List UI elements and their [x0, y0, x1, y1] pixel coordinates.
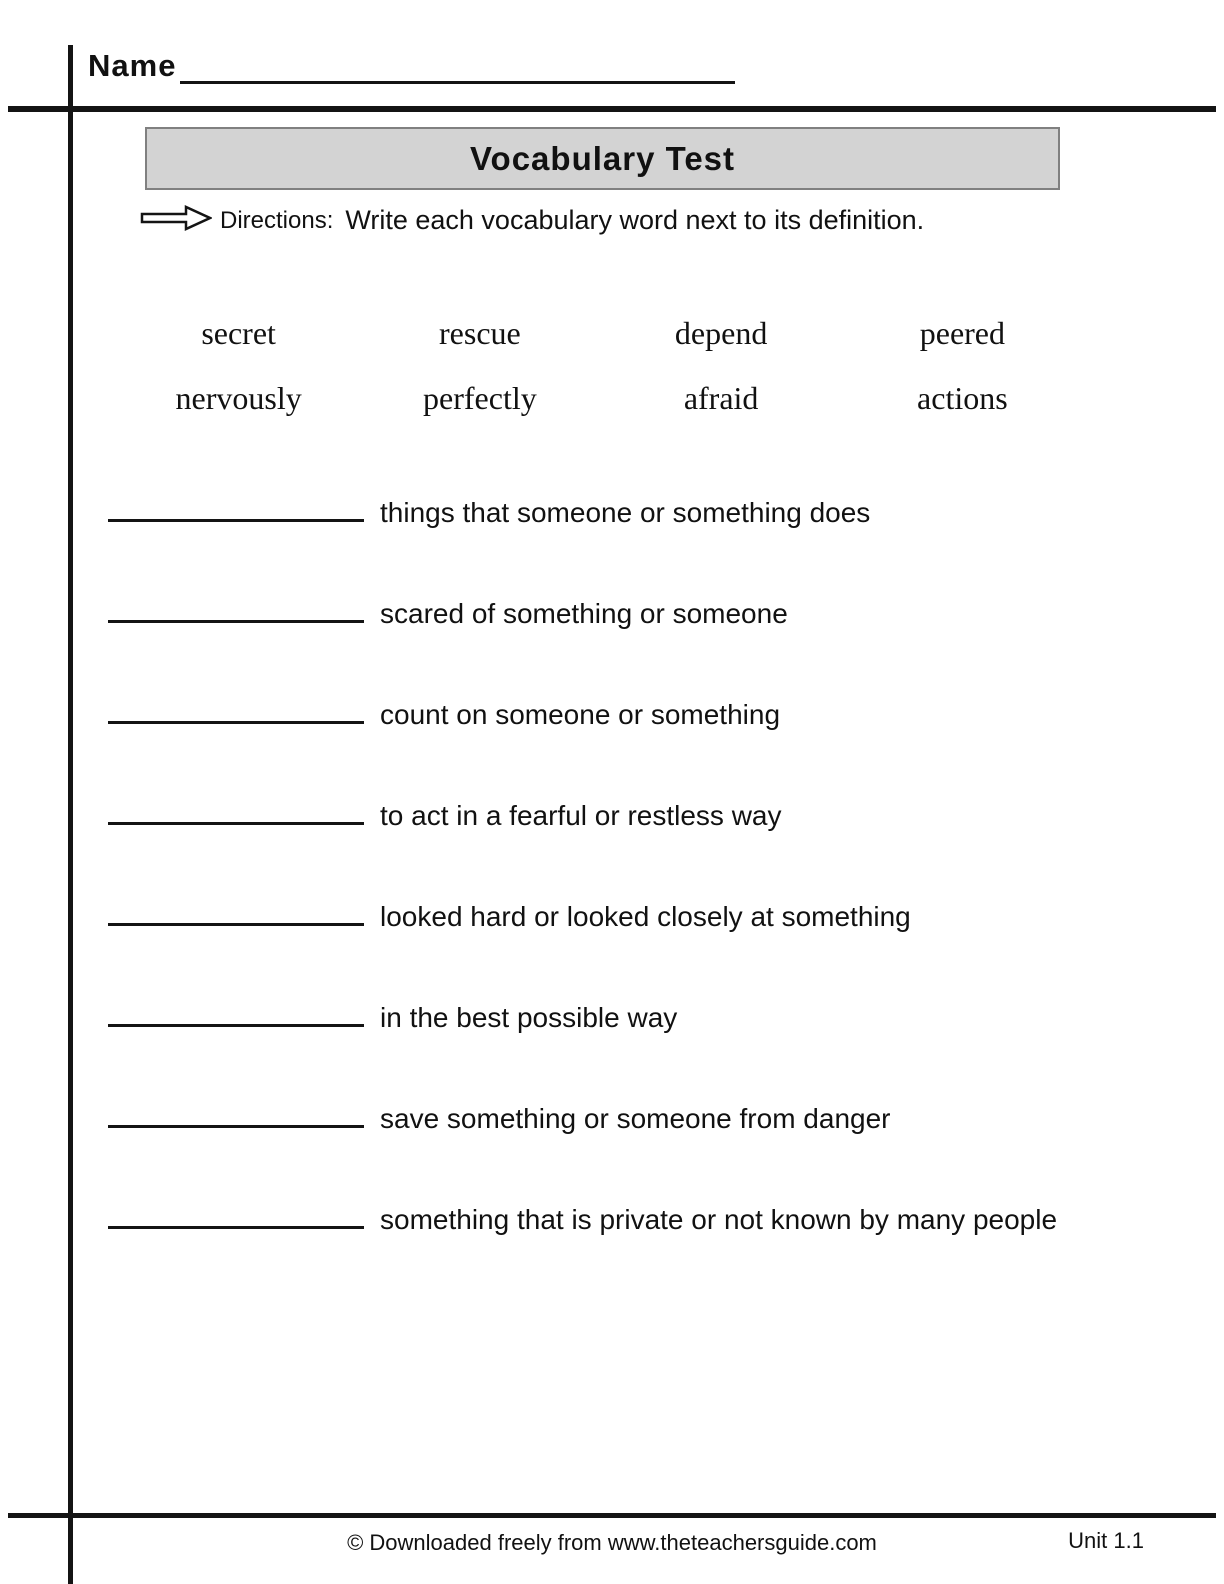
- directions-text: Write each vocabulary word next to its definition.: [345, 205, 925, 235]
- question-definition: looked hard or looked closely at something: [380, 901, 911, 932]
- answer-blank: [108, 1098, 364, 1128]
- page-title: Vocabulary Test: [469, 139, 736, 177]
- word-bank-item: perfectly: [423, 380, 537, 416]
- name-label: Name: [88, 48, 177, 83]
- question-definition: to act in a fearful or restless way: [380, 800, 782, 831]
- question-row: [108, 694, 1093, 733]
- word-bank-item: nervously: [175, 380, 302, 416]
- question-definition: something that is private or not known by many people: [380, 1204, 1058, 1235]
- directions-label: Directions:: [220, 206, 334, 234]
- question-definition: in the best possible way: [380, 1002, 678, 1033]
- question-row: [108, 997, 1093, 1036]
- right-arrow-icon: [140, 205, 212, 236]
- answer-blank: [108, 896, 364, 926]
- question-row: [108, 896, 1093, 935]
- answer-blank: [108, 795, 364, 825]
- name-blank-line: [180, 50, 735, 84]
- answer-blank: [108, 694, 364, 724]
- questions-list: [108, 492, 1093, 1300]
- word-bank-item: depend: [674, 315, 768, 351]
- top-divider-line: [8, 106, 1216, 112]
- word-bank: [118, 315, 1083, 417]
- bottom-divider-line: [8, 1513, 1216, 1518]
- answer-blank: [108, 1199, 364, 1229]
- question-row: [108, 1199, 1093, 1238]
- word-bank-item: actions: [917, 380, 1008, 416]
- word-bank-item: peered: [919, 315, 1005, 351]
- answer-blank: [108, 997, 364, 1027]
- word-bank-item: rescue: [439, 315, 521, 351]
- question-row: [108, 795, 1093, 834]
- directions-row: [140, 205, 1100, 236]
- answer-blank: [108, 593, 364, 623]
- word-bank-item: afraid: [683, 380, 759, 416]
- answer-blank: [108, 492, 364, 522]
- word-bank-item: secret: [201, 315, 276, 351]
- name-row: [88, 48, 735, 84]
- question-definition: scared of something or someone: [380, 598, 788, 629]
- question-definition: count on someone or something: [380, 699, 781, 730]
- question-row: [108, 492, 1093, 531]
- question-definition: save something or someone from danger: [380, 1103, 891, 1134]
- question-row: [108, 593, 1093, 632]
- question-row: [108, 1098, 1093, 1137]
- question-definition: things that someone or something does: [380, 497, 871, 528]
- left-margin-line: [68, 45, 73, 1584]
- footer-credit: © Downloaded freely from www.theteachersguide.com: [347, 1530, 877, 1555]
- footer-unit-label: Unit 1.1: [1068, 1528, 1144, 1553]
- worksheet-title-box: [145, 127, 1060, 190]
